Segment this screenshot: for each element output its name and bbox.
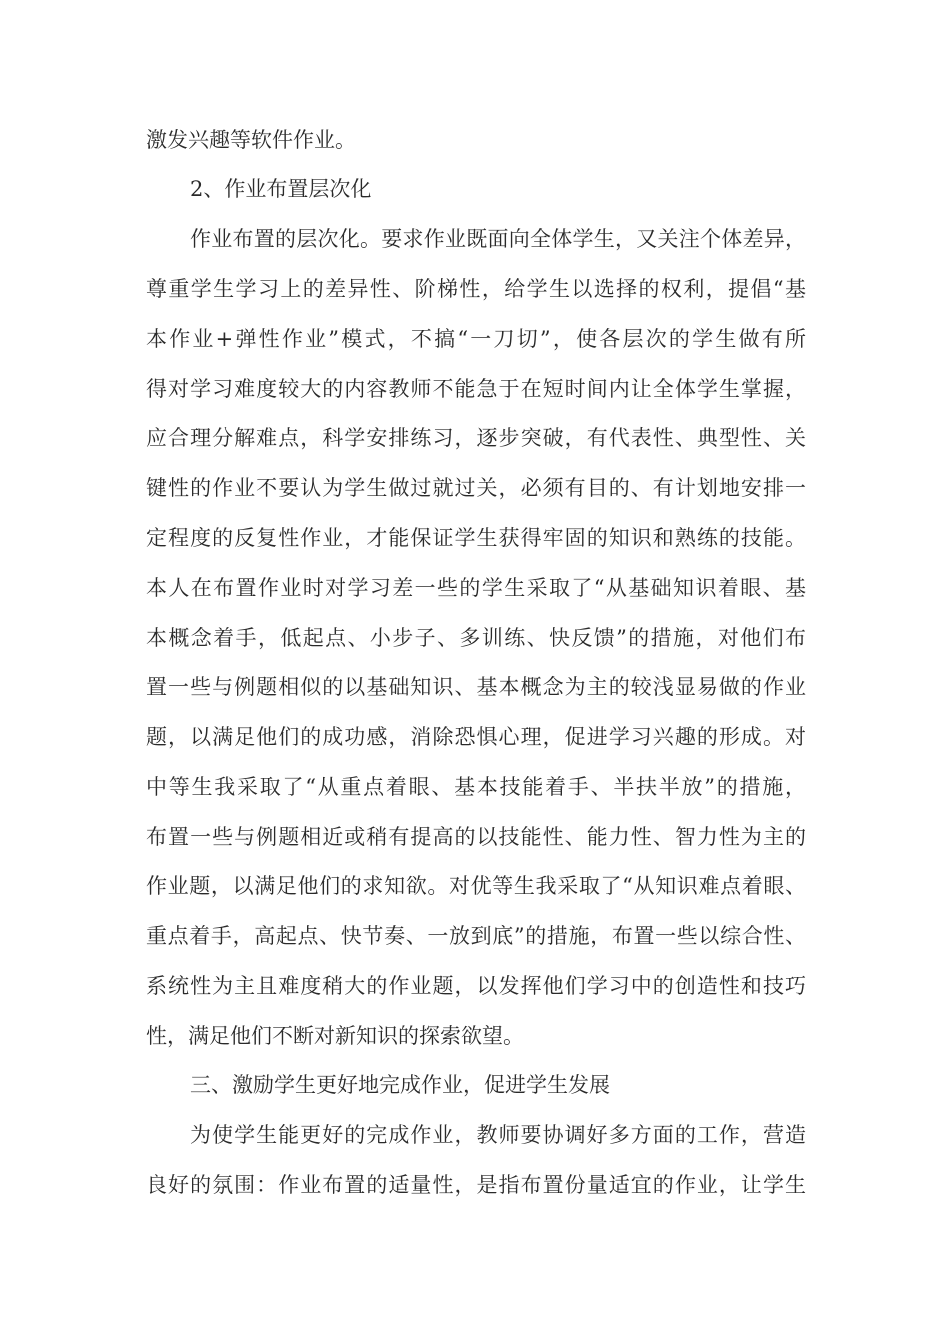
section-heading: 2、作业布置层次化 [190,177,372,201]
paragraph-line: 定程度的反复性作业，才能保证学生获得牢固的知识和熟练的技能。 [146,526,806,550]
paragraph-line: 中等生我采取了“从重点着眼、基本技能着手、半扶半放”的措施， [146,775,806,799]
paragraph-line: 题，以满足他们的成功感，消除恐惧心理，促进学习兴趣的形成。对 [146,725,806,749]
paragraph-line: 为使学生能更好的完成作业，教师要协调好多方面的工作，营造 [190,1123,806,1147]
paragraph-line: 系统性为主且难度稍大的作业题，以发挥他们学习中的创造性和技巧 [146,974,806,998]
section-heading: 三、激励学生更好地完成作业，促进学生发展 [190,1073,610,1097]
paragraph-line: 本作业+弹性作业”模式，不搞“一刀切”，使各层次的学生做有所 [146,327,806,351]
paragraph-line: 尊重学生学习上的差异性、阶梯性，给学生以选择的权利，提倡“基 [146,277,806,301]
paragraph-line: 重点着手，高起点、快节奏、一放到底”的措施，布置一些以综合性、 [146,924,806,948]
paragraph-line: 作业题，以满足他们的求知欲。对优等生我采取了“从知识难点着眼、 [146,874,806,898]
paragraph-line: 激发兴趣等软件作业。 [146,128,356,152]
paragraph-line: 良好的氛围：作业布置的适量性，是指布置份量适宜的作业，让学生 [146,1173,806,1197]
paragraph-line: 布置一些与例题相近或稍有提高的以技能性、能力性、智力性为主的 [146,825,806,849]
paragraph-line: 作业布置的层次化。要求作业既面向全体学生，又关注个体差异， [190,227,806,251]
paragraph-line: 本概念着手，低起点、小步子、多训练、快反馈”的措施，对他们布 [146,626,806,650]
paragraph-line: 性，满足他们不断对新知识的探索欲望。 [146,1024,524,1048]
paragraph-line: 应合理分解难点，科学安排练习，逐步突破，有代表性、典型性、关 [146,426,806,450]
paragraph-line: 得对学习难度较大的内容教师不能急于在短时间内让全体学生掌握， [146,377,806,401]
paragraph-line: 置一些与例题相似的以基础知识、基本概念为主的较浅显易做的作业 [146,675,806,699]
paragraph-line: 本人在布置作业时对学习差一些的学生采取了“从基础知识着眼、基 [146,576,806,600]
paragraph-line: 键性的作业不要认为学生做过就过关，必须有目的、有计划地安排一 [146,476,806,500]
